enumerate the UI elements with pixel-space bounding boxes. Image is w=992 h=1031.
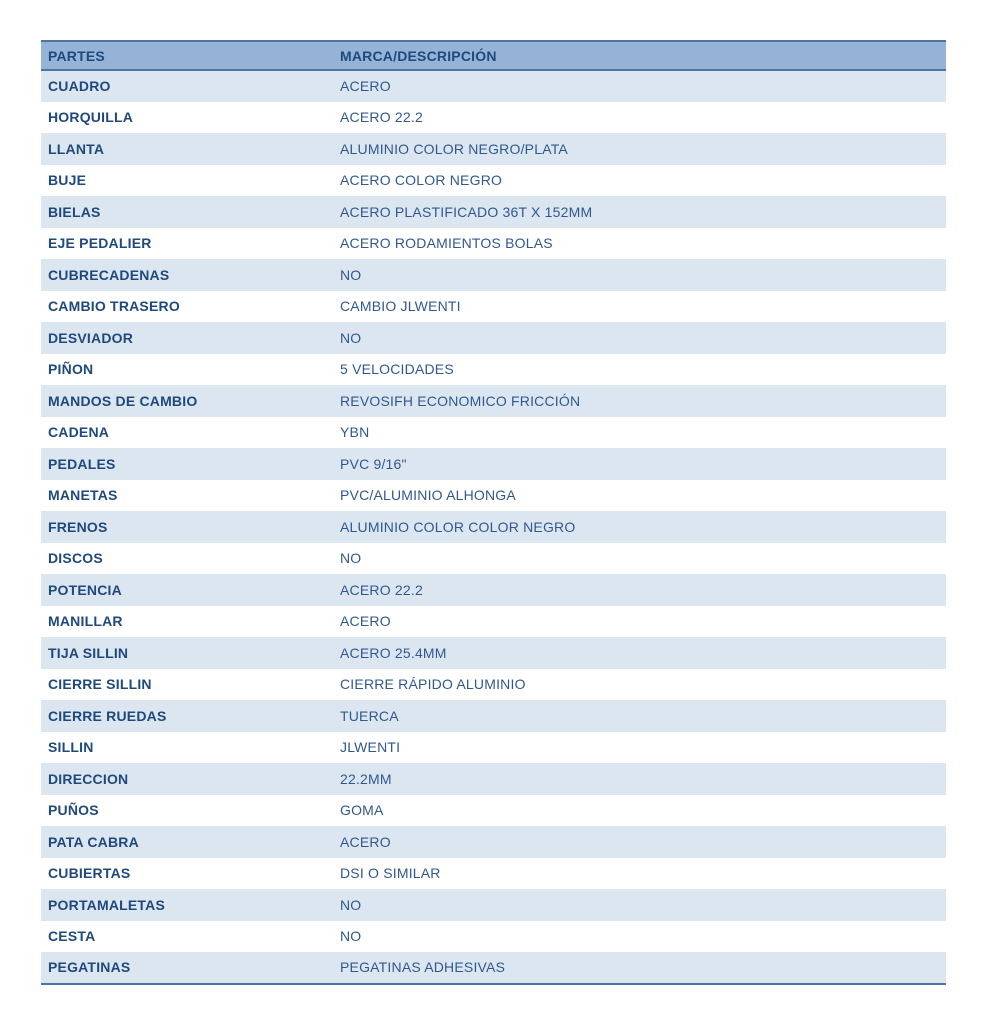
marca-cell: NO [340, 928, 362, 945]
marca-cell: TUERCA [340, 707, 399, 724]
parte-cell: FRENOS [48, 518, 108, 535]
column-header-partes: PARTES [41, 41, 333, 70]
table-row [41, 291, 946, 323]
marca-cell: REVOSIFH ECONOMICO FRICCIÓN [340, 392, 581, 409]
marca-cell: JLWENTI [340, 739, 401, 756]
marca-cell: ACERO [340, 613, 391, 630]
table-row [41, 669, 946, 701]
marca-cell: ALUMINIO COLOR NEGRO/PLATA [340, 140, 568, 157]
marca-cell: PVC/ALUMINIO ALHONGA [340, 487, 516, 504]
marca-cell: 5 VELOCIDADES [340, 361, 454, 378]
parte-cell: PATA CABRA [48, 833, 139, 850]
marca-cell: CAMBIO JLWENTI [340, 298, 461, 315]
marca-cell: NO [340, 329, 362, 346]
table-row [41, 385, 946, 417]
marca-cell: DSI O SIMILAR [340, 865, 441, 882]
parte-cell: MANETAS [48, 487, 118, 504]
marca-cell: ACERO COLOR NEGRO [340, 172, 503, 189]
parte-cell: PIÑON [48, 361, 94, 378]
marca-cell: GOMA [340, 802, 384, 819]
table-row [41, 196, 946, 228]
marca-cell: ACERO [340, 833, 391, 850]
table-header [41, 41, 946, 70]
table-row [41, 952, 946, 984]
marca-cell: PVC 9/16" [340, 455, 407, 472]
table-row [41, 102, 946, 134]
marca-cell: ACERO [340, 78, 391, 95]
table-row [41, 165, 946, 197]
header-row [41, 41, 946, 70]
parte-cell: DISCOS [48, 550, 103, 567]
parte-cell: DIRECCION [48, 770, 129, 787]
parte-cell: CAMBIO TRASERO [48, 298, 180, 315]
parte-cell: MANILLAR [48, 613, 123, 630]
marca-cell: NO [340, 266, 362, 283]
marca-cell: NO [340, 550, 362, 567]
parte-cell: PORTAMALETAS [48, 896, 165, 913]
table-row [41, 858, 946, 890]
parte-cell: LLANTA [48, 140, 105, 157]
parte-cell: CIERRE SILLIN [48, 676, 152, 693]
table-row [41, 795, 946, 827]
parte-cell: DESVIADOR [48, 329, 134, 346]
column-header-marca-descripcion: MARCA/DESCRIPCIÓN [333, 41, 946, 70]
parte-cell: BUJE [48, 172, 87, 189]
marca-cell: ACERO 22.2 [340, 109, 423, 126]
marca-cell: ALUMINIO COLOR COLOR NEGRO [340, 518, 576, 535]
parte-cell: BIELAS [48, 203, 101, 220]
parte-cell: PEGATINAS [48, 959, 131, 976]
table-row [41, 133, 946, 165]
parte-cell: CUBRECADENAS [48, 266, 170, 283]
table-row [41, 480, 946, 512]
parte-cell: TIJA SILLIN [48, 644, 129, 661]
table-row [41, 826, 946, 858]
table-row [41, 889, 946, 921]
table-row [41, 322, 946, 354]
marca-cell: ACERO PLASTIFICADO 36T X 152MM [340, 203, 593, 220]
table-row [41, 606, 946, 638]
table-row [41, 511, 946, 543]
marca-cell: 22.2MM [340, 770, 392, 787]
parte-cell: CESTA [48, 928, 96, 945]
table-row [41, 259, 946, 291]
table-row [41, 574, 946, 606]
table-row [41, 354, 946, 386]
table-row [41, 921, 946, 953]
parte-cell: CIERRE RUEDAS [48, 707, 167, 724]
parte-cell: CUBIERTAS [48, 865, 131, 882]
table-row [41, 70, 946, 102]
marca-cell: NO [340, 896, 362, 913]
table-row [41, 228, 946, 260]
table-body [41, 70, 946, 984]
parte-cell: SILLIN [48, 739, 94, 756]
parts-spec-table [41, 40, 946, 985]
parte-cell: HORQUILLA [48, 109, 134, 126]
parte-cell: PEDALES [48, 455, 116, 472]
table-row [41, 417, 946, 449]
marca-cell: ACERO 22.2 [340, 581, 423, 598]
marca-cell: YBN [340, 424, 370, 441]
table-row [41, 543, 946, 575]
parte-cell: POTENCIA [48, 581, 122, 598]
marca-cell: ACERO 25.4MM [340, 644, 447, 661]
table-row [41, 732, 946, 764]
parte-cell: CADENA [48, 424, 110, 441]
parte-cell: EJE PEDALIER [48, 235, 152, 252]
parte-cell: MANDOS DE CAMBIO [48, 392, 198, 409]
parte-cell: CUADRO [48, 78, 111, 95]
marca-cell: PEGATINAS ADHESIVAS [340, 959, 506, 976]
table-row [41, 763, 946, 795]
parte-cell: PUÑOS [48, 802, 99, 819]
marca-cell: CIERRE RÁPIDO ALUMINIO [340, 676, 526, 693]
table-row [41, 637, 946, 669]
marca-cell: ACERO RODAMIENTOS BOLAS [340, 235, 553, 252]
table-row [41, 700, 946, 732]
table-row [41, 448, 946, 480]
